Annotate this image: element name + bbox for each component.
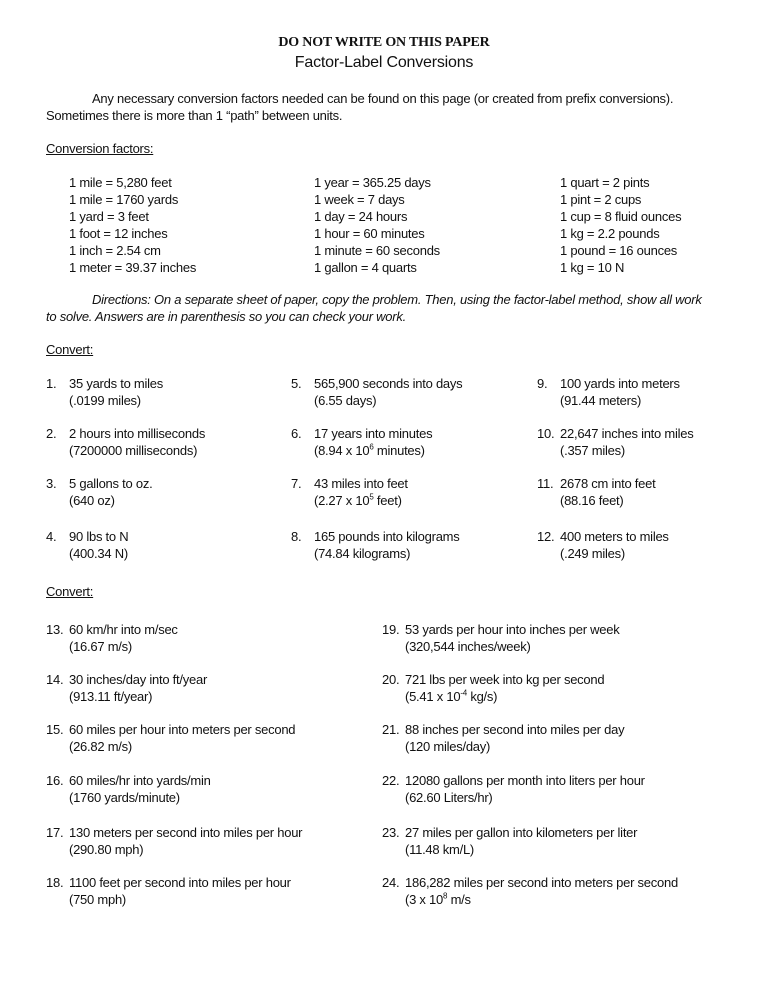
problem-question: 12080 gallons per month into liters per hour	[405, 773, 645, 788]
answer-unit: feet)	[373, 493, 402, 508]
conversion-factor: 1 year = 365.25 days	[314, 175, 431, 190]
problem-answer	[560, 392, 680, 409]
problem-answer	[69, 392, 163, 409]
answer-text: (8.94 x 10	[314, 443, 370, 458]
problem-number: 17.	[46, 825, 64, 840]
problem-question: 565,900 seconds into days	[314, 376, 463, 391]
conversion-factor: 1 quart = 2 pints	[560, 175, 650, 190]
conversion-factor: 1 hour = 60 minutes	[314, 226, 425, 241]
answer-text: (290.80 mph)	[69, 842, 144, 857]
problem-answer	[314, 492, 408, 509]
page-title: Factor-Label Conversions	[294, 54, 474, 71]
factor-column	[314, 174, 440, 276]
problem-number: 16.	[46, 773, 64, 788]
problem-question: 35 yards to miles	[69, 376, 164, 391]
conversion-factor: 1 kg = 2.2 pounds	[560, 226, 660, 241]
problem-answer	[405, 738, 624, 755]
problem-question: 88 inches per second into miles per day	[405, 722, 625, 737]
problem-question: 43 miles into feet	[314, 476, 408, 491]
conversion-factor: 1 kg = 10 N	[560, 260, 625, 275]
conversion-factor: 1 week = 7 days	[314, 192, 405, 207]
problem-number: 19.	[382, 622, 400, 637]
conversion-factor: 1 meter = 39.37 inches	[69, 260, 197, 275]
problem-number: 3.	[46, 476, 57, 491]
problem-answer	[69, 442, 205, 459]
answer-unit: minutes)	[373, 443, 425, 458]
convert-heading-1: Convert:	[46, 342, 94, 357]
problem-answer	[69, 638, 178, 655]
problem-answer	[405, 789, 645, 806]
problem-answer	[69, 891, 291, 908]
answer-unit: m/s	[447, 892, 471, 907]
answer-text: (400.34 N)	[69, 546, 128, 561]
convert-heading-2: Convert:	[46, 584, 94, 599]
problem-number: 1.	[46, 376, 57, 391]
problem-answer	[405, 891, 678, 908]
problem-question: 60 km/hr into m/sec	[69, 622, 178, 637]
problem-number: 7.	[291, 476, 302, 491]
intro-line-2: Sometimes there is more than 1 “path” between units.	[46, 108, 343, 123]
problem-number: 18.	[46, 875, 64, 890]
answer-text: (88.16 feet)	[560, 493, 624, 508]
conversion-factor: 1 cup = 8 fluid ounces	[560, 209, 682, 224]
answer-text: (6.55 days)	[314, 393, 377, 408]
answer-text: (26.82 m/s)	[69, 739, 132, 754]
problem-number: 20.	[382, 672, 400, 687]
problem-answer	[69, 789, 211, 806]
problem-number: 23.	[382, 825, 400, 840]
problem-question: 2678 cm into feet	[560, 476, 656, 491]
problem-question: 17 years into minutes	[314, 426, 433, 441]
conversion-factor: 1 mile = 1760 yards	[69, 192, 179, 207]
problem-number: 21.	[382, 722, 400, 737]
answer-text: (7200000 milliseconds)	[69, 443, 198, 458]
problem-number: 22.	[382, 773, 400, 788]
answer-text: (11.48 km/L)	[405, 842, 475, 857]
answer-text: (.357 miles)	[560, 443, 625, 458]
factor-column	[560, 174, 681, 276]
answer-unit: kg/s)	[466, 689, 498, 704]
answer-text: (913.11 ft/year)	[69, 689, 153, 704]
factors-heading: Conversion factors:	[46, 141, 154, 156]
problem-number: 14.	[46, 672, 64, 687]
conversion-factor: 1 day = 24 hours	[314, 209, 408, 224]
conversion-factor: 1 minute = 60 seconds	[314, 243, 440, 258]
answer-text: (.0199 miles)	[69, 393, 141, 408]
directions-line-1: Directions: On a separate sheet of paper, copy the problem. Then, using the factor-label method, show all work	[92, 292, 702, 307]
answer-text: (5.41 x 10	[405, 689, 461, 704]
conversion-factor: 1 foot = 12 inches	[69, 226, 168, 241]
problem-answer	[405, 841, 637, 858]
answer-text: (.249 miles)	[560, 546, 625, 561]
problem-question: 5 gallons to oz.	[69, 476, 153, 491]
problem-number: 6.	[291, 426, 302, 441]
problem-answer	[405, 688, 604, 705]
answer-text: (74.84 kilograms)	[314, 546, 411, 561]
problem-question: 60 miles/hr into yards/min	[69, 773, 211, 788]
answer-exponent: -4	[460, 688, 467, 698]
problem-answer	[560, 492, 655, 509]
conversion-factor: 1 pound = 16 ounces	[560, 243, 678, 258]
answer-exponent: 6	[369, 442, 374, 452]
problem-question: 100 yards into meters	[560, 376, 680, 391]
problem-question: 130 meters per second into miles per hour	[69, 825, 303, 840]
problem-answer	[314, 545, 460, 562]
conversion-factor: 1 yard = 3 feet	[69, 209, 149, 224]
answer-exponent: 8	[443, 891, 448, 901]
problem-question: 53 yards per hour into inches per week	[405, 622, 620, 637]
problem-number: 24.	[382, 875, 400, 890]
answer-text: (1760 yards/minute)	[69, 790, 180, 805]
problem-question: 165 pounds into kilograms	[314, 529, 460, 544]
answer-text: (3 x 10	[405, 892, 443, 907]
problem-question: 90 lbs to N	[69, 529, 129, 544]
problem-number: 11.	[537, 476, 554, 491]
conversion-factor: 1 gallon = 4 quarts	[314, 260, 417, 275]
answer-exponent: 5	[369, 492, 374, 502]
problem-answer	[560, 545, 669, 562]
intro-paragraph	[46, 90, 736, 124]
problem-question: 60 miles per hour into meters per second	[69, 722, 296, 737]
problem-answer	[560, 442, 693, 459]
answer-text: (2.27 x 10	[314, 493, 370, 508]
problem-number: 5.	[291, 376, 302, 391]
problem-answer	[314, 392, 462, 409]
problem-answer	[69, 688, 207, 705]
problem-number: 10.	[537, 426, 555, 441]
directions	[46, 291, 736, 325]
answer-text: (62.60 Liters/hr)	[405, 790, 493, 805]
problem-answer	[69, 545, 128, 562]
problem-question: 30 inches/day into ft/year	[69, 672, 208, 687]
problem-answer	[69, 492, 152, 509]
problem-answer	[405, 638, 620, 655]
answer-text: (120 miles/day)	[405, 739, 491, 754]
problem-question: 400 meters to miles	[560, 529, 669, 544]
answer-text: (91.44 meters)	[560, 393, 642, 408]
answer-text: (16.67 m/s)	[69, 639, 132, 654]
intro-line-1: Any necessary conversion factors needed can be found on this page (or created from prefix conversions).	[92, 91, 674, 106]
problem-answer	[314, 442, 432, 459]
problem-question: 22,647 inches into miles	[560, 426, 694, 441]
problem-answer	[69, 738, 295, 755]
answer-text: (750 mph)	[69, 892, 126, 907]
factor-column	[69, 174, 196, 276]
conversion-factor: 1 mile = 5,280 feet	[69, 175, 172, 190]
problem-question: 27 miles per gallon into kilometers per liter	[405, 825, 638, 840]
problem-number: 12.	[537, 529, 555, 544]
problem-question: 1100 feet per second into miles per hour	[69, 875, 291, 890]
problem-question: 2 hours into milliseconds	[69, 426, 206, 441]
problem-number: 15.	[46, 722, 64, 737]
directions-line-2: to solve. Answers are in parenthesis so you can check your work.	[46, 309, 406, 324]
problem-answer	[69, 841, 302, 858]
conversion-factor: 1 inch = 2.54 cm	[69, 243, 161, 258]
problem-question: 721 lbs per week into kg per second	[405, 672, 605, 687]
conversion-factor: 1 pint = 2 cups	[560, 192, 642, 207]
problem-number: 4.	[46, 529, 57, 544]
problem-number: 9.	[537, 376, 548, 391]
answer-text: (640 oz)	[69, 493, 115, 508]
answer-text: (320,544 inches/week)	[405, 639, 531, 654]
warning-heading: DO NOT WRITE ON THIS PAPER	[278, 35, 490, 50]
problem-number: 2.	[46, 426, 57, 441]
problem-number: 8.	[291, 529, 302, 544]
problem-number: 13.	[46, 622, 64, 637]
problem-question: 186,282 miles per second into meters per second	[405, 875, 678, 890]
